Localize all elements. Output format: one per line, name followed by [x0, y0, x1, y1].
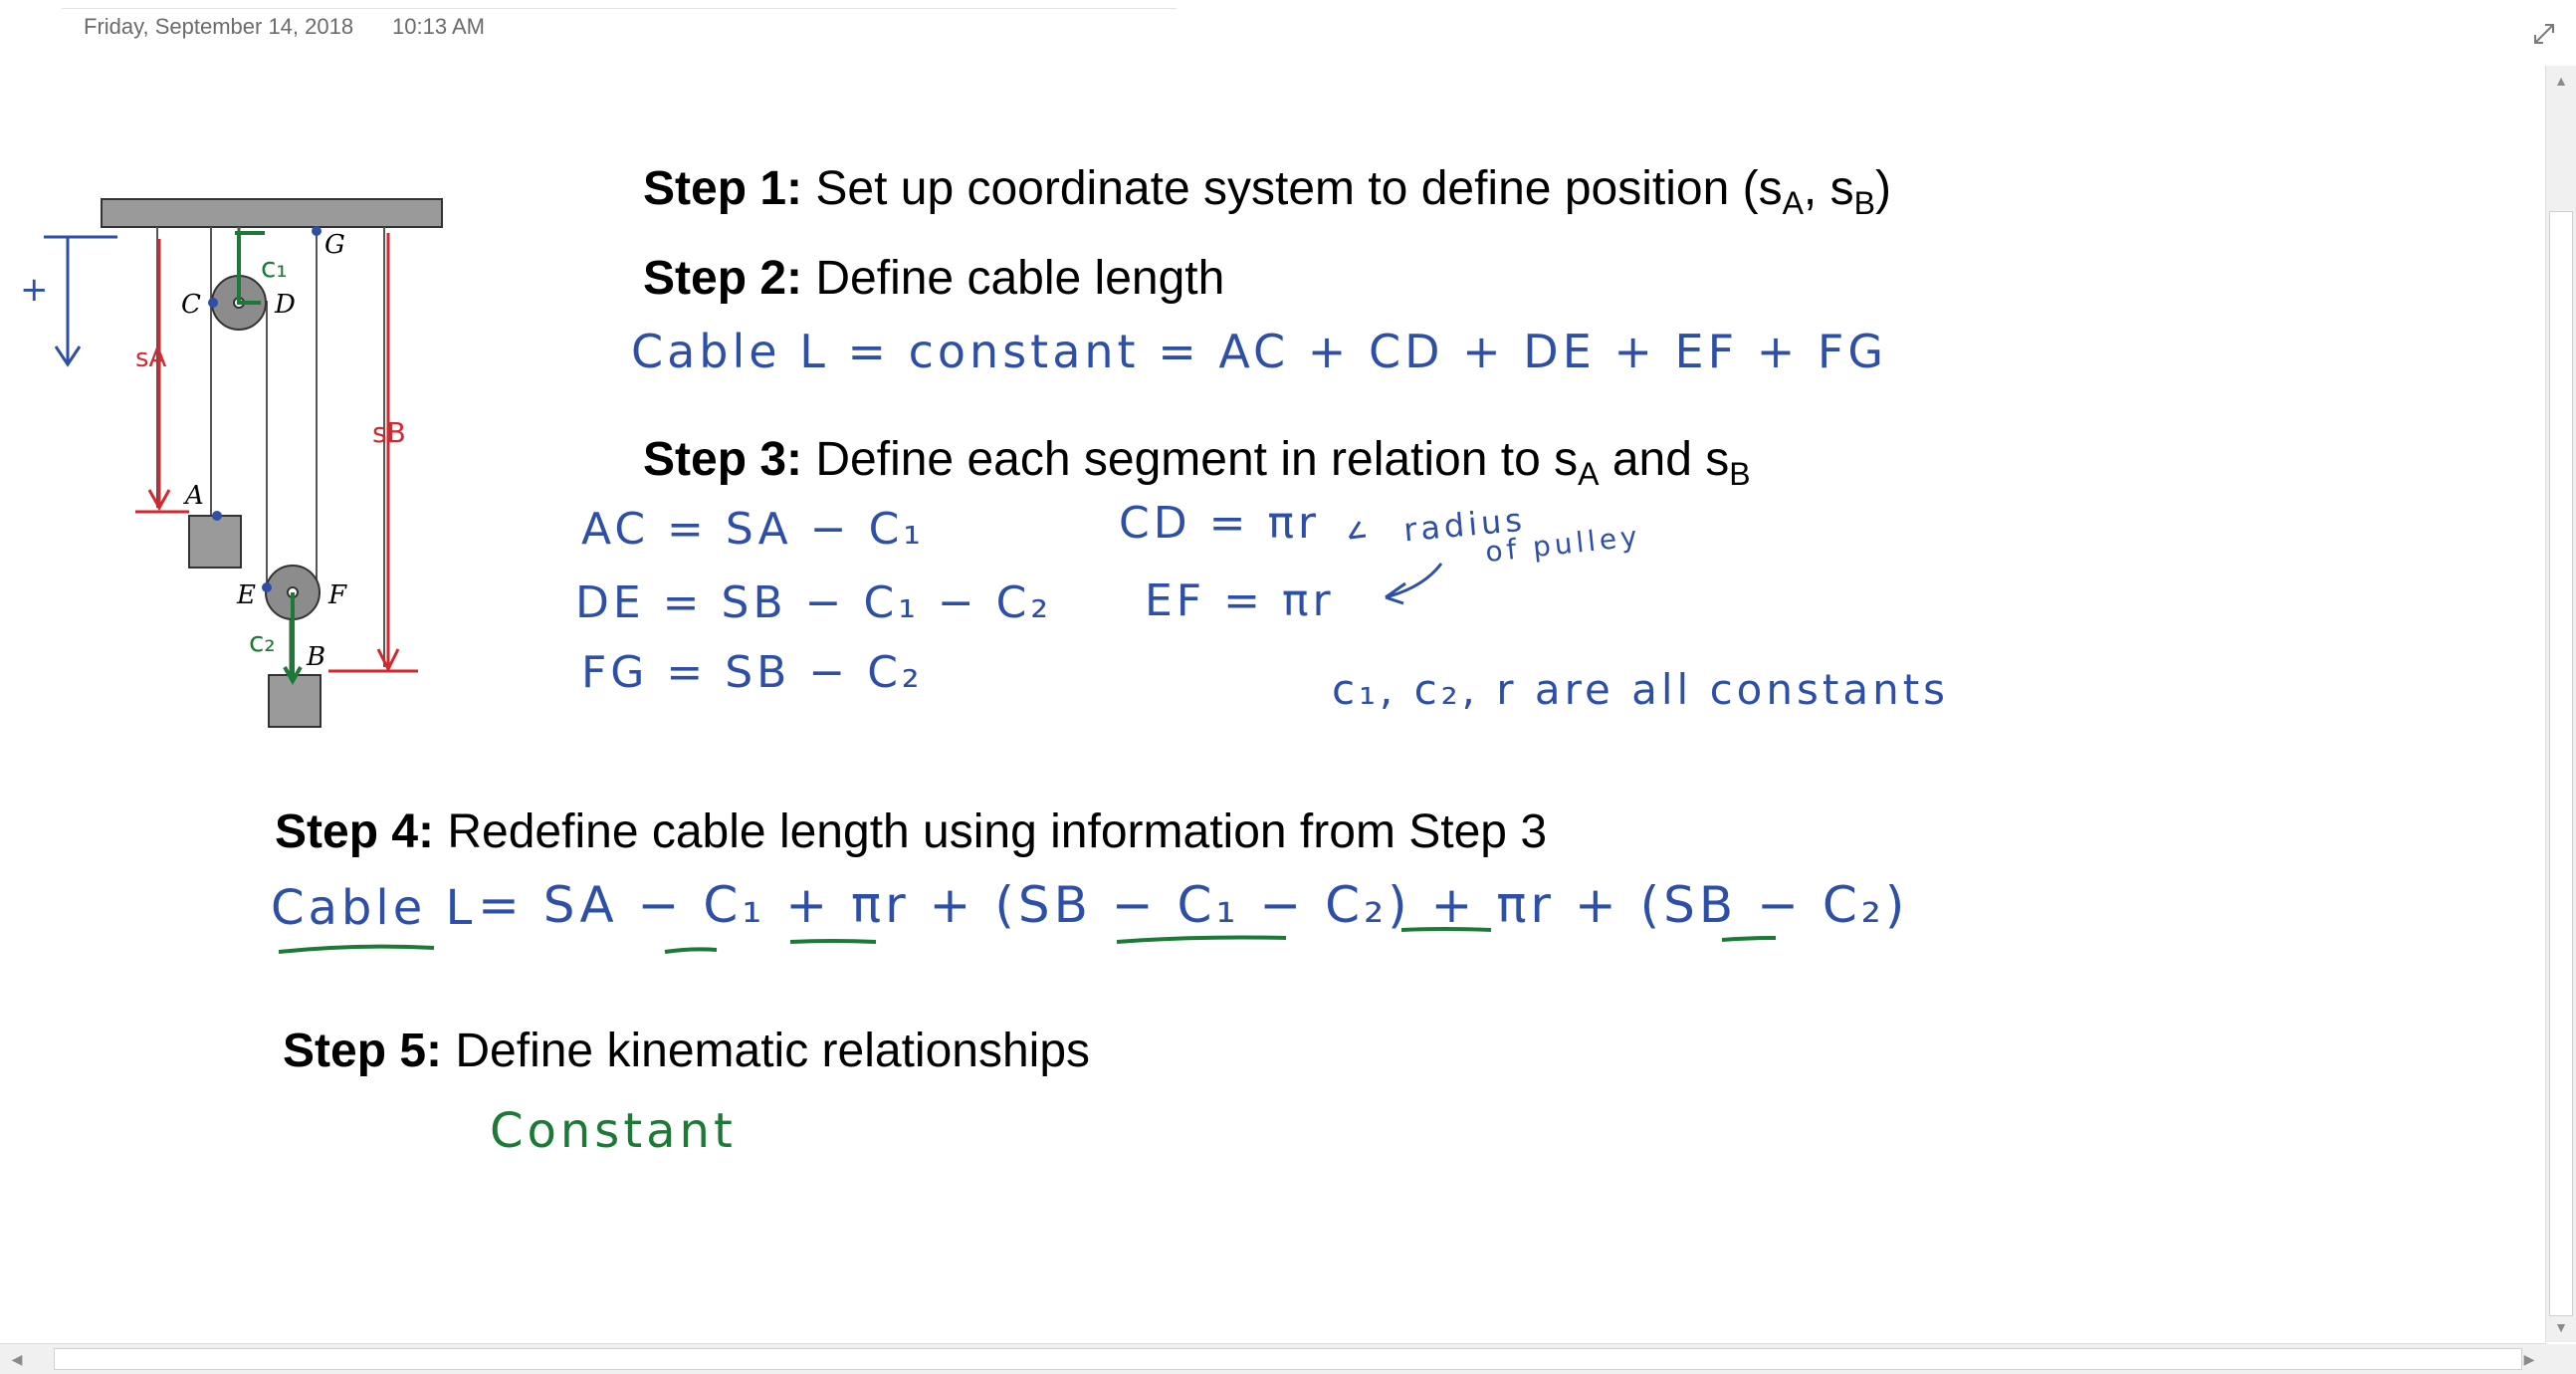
radius-note: radius: [1401, 500, 1528, 550]
step-1: Step 1: Set up coordinate system to define position ($s_A$, $s_B$): [643, 162, 1891, 221]
triangle-up-icon[interactable]: ▲: [2554, 73, 2568, 89]
cd-equation: CD = πr: [1119, 498, 1321, 549]
c1-annotation: c₁: [261, 251, 288, 284]
cable-l-label: Cable L: [271, 880, 477, 936]
constants-note: c₁, c₂, r are all constants: [1332, 665, 1950, 714]
underline-c1c2: [1117, 938, 1286, 943]
label-f: F: [328, 580, 347, 610]
underline-c2: [1722, 938, 1776, 940]
page-title-rule: [62, 8, 1177, 9]
underline-cable: [279, 947, 434, 952]
horizontal-scrollbar[interactable]: [0, 1343, 2546, 1374]
horizontal-scroll-thumb[interactable]: [54, 1348, 2522, 1370]
label-g: G: [324, 230, 345, 260]
label-e: E: [237, 580, 256, 610]
cable-length-equation: Cable L = constant = AC + CD + DE + EF + FG: [631, 325, 1887, 378]
triangle-down-icon[interactable]: ▼: [2554, 1319, 2568, 1335]
underline-c1: [665, 949, 717, 952]
triangle-right-icon[interactable]: ▶: [2523, 1350, 2535, 1367]
ac-equation: AC = SA − C₁: [581, 504, 925, 555]
sa-annotation: sA: [135, 344, 167, 373]
pulley-note: of pulley: [1483, 519, 1643, 570]
sb-annotation: sB: [372, 416, 406, 449]
label-d: D: [275, 290, 296, 320]
underline-pir1: [790, 941, 876, 942]
plus-annotation: +: [20, 270, 49, 310]
radius-arrow: [1350, 522, 1366, 538]
label-a: A: [185, 481, 204, 511]
step4-equation: = SA − C₁ + πr + (SB − C₁ − C₂) + πr + (SB − C₂): [478, 876, 1909, 934]
constant-word: Constant: [490, 1103, 737, 1159]
expand-arrows-icon[interactable]: [2532, 22, 2556, 46]
triangle-left-icon[interactable]: ◀: [11, 1350, 23, 1367]
label-b: B: [307, 642, 326, 672]
pulley-diagram: [0, 169, 518, 747]
step-3: Step 3: Define each segment in relation to $s_A$ and $s_B$: [643, 433, 1751, 492]
fg-equation: FG = SB − C₂: [581, 647, 924, 698]
block-a: [189, 516, 241, 568]
vertical-scrollbar[interactable]: [2545, 66, 2576, 1342]
page-time: 10:13 AM: [392, 14, 485, 39]
page-date: Friday, September 14, 2018: [84, 14, 354, 39]
step-5: Step 5: Define kinematic relationships: [283, 1025, 1091, 1077]
c2-annotation: c₂: [249, 625, 276, 658]
vertical-scroll-thumb[interactable]: [2549, 211, 2573, 1316]
step-2: Step 2: Define cable length: [643, 252, 1225, 305]
scroll-corner: [2546, 1344, 2576, 1374]
step-4: Step 4: Redefine cable length using information from Step 3: [275, 805, 1548, 858]
pulley-arrow: [1386, 564, 1441, 603]
ef-equation: EF = πr: [1145, 575, 1335, 626]
ceiling: [102, 199, 442, 227]
block-b: [269, 675, 321, 727]
de-equation: DE = SB − C₁ − C₂: [575, 577, 1053, 628]
label-c: C: [181, 290, 201, 320]
